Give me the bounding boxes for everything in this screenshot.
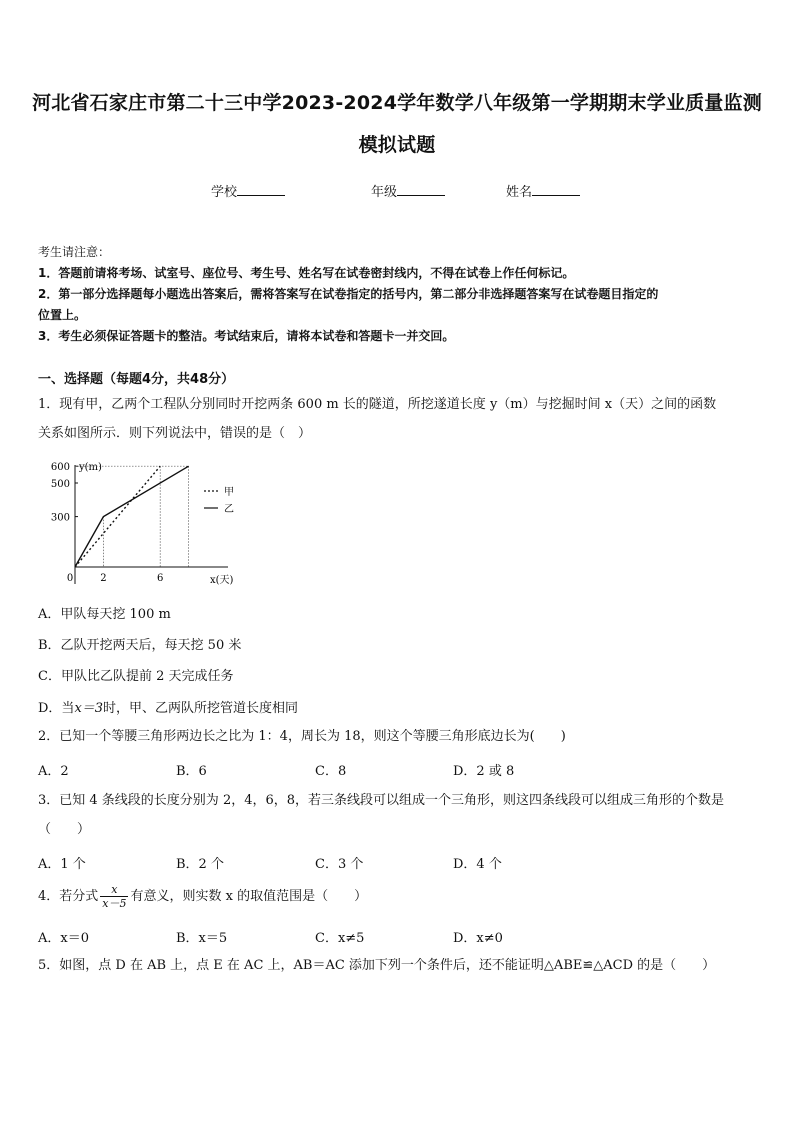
x-axis-label: x(天) — [210, 575, 234, 586]
q1-option-c: C．甲队比乙队提前 2 天完成任务 — [38, 669, 234, 684]
school-field — [211, 181, 285, 200]
question-2: 2．已知一个等腰三角形两边长之比为 1：4，周长为 18，则这个等腰三角形底边长为( ) — [38, 729, 566, 744]
notice-item: 位置上。 — [38, 308, 87, 322]
question-1 — [38, 390, 760, 448]
series-line-yi — [75, 466, 189, 567]
q2-option-d: D．2 或 8 — [453, 764, 515, 779]
grade-field — [371, 181, 445, 200]
q4-option-a: A．x＝0 — [38, 931, 89, 946]
y-axis-label: y(m) — [79, 462, 102, 473]
q3-option-b: B．2 个 — [176, 857, 224, 872]
q2-option-b: B．6 — [176, 764, 207, 779]
q1-option-d-var: x＝3 — [74, 701, 104, 716]
q1-option-a: A．甲队每天挖 100 m — [38, 607, 171, 622]
x-tick-label: 2 — [100, 573, 107, 584]
q1-option-b: B．乙队开挖两天后，每天挖 50 米 — [38, 638, 242, 653]
q1-option-d-pre: D．当 — [38, 701, 75, 716]
name-field — [506, 181, 580, 200]
series-line-jia — [75, 466, 160, 567]
x-tick-label: 0 — [66, 573, 74, 584]
legend-label: 乙 — [224, 504, 234, 515]
notice-item: 3．考生必须保证答题卡的整洁。考试结束后，请将本试卷和答题卡一并交回。 — [38, 329, 455, 343]
q3-option-a: A．1 个 — [38, 857, 86, 872]
notice-item: 1．答题前请将考场、试室号、座位号、考生号、姓名写在试卷密封线内，不得在试卷上作任何标记。 — [38, 266, 575, 280]
y-tick-label: 300 — [50, 512, 70, 524]
question-5: 5．如图，点 D 在 AB 上，点 E 在 AC 上，AB＝AC 添加下列一个条件后，还不能证明△ABE≌△ACD 的是（ ） — [38, 958, 716, 973]
exam-title-line2: 模拟试题 — [358, 134, 436, 156]
question-1-line2: 关系如图所示．则下列说法中，错误的是（ ） — [38, 426, 312, 441]
exam-title-line1: 河北省石家庄市第二十三中学2023-2024学年数学八年级第一学期期末学业质量监测 — [32, 92, 762, 114]
fraction-denominator: x－5 — [102, 897, 127, 910]
question-4-post: 有意义，则实数 x 的取值范围是（ ） — [130, 889, 368, 904]
notice-item: 2．第一部分选择题每小题选出答案后，需将答案写在试卷指定的括号内，第二部分非选择题答案写在试卷题目指定的 — [38, 287, 659, 301]
question-3 — [38, 786, 760, 844]
question-1-line1: 1．现有甲，乙两个工程队分别同时开挖两条 600 m 长的隧道，所挖遂道长度 y（m）与挖掘时间 x（天）之间的函数 — [38, 397, 717, 412]
q4-option-b: B．x＝5 — [176, 931, 228, 946]
y-tick-label: 600 — [50, 462, 70, 474]
grade-blank — [397, 183, 445, 196]
question-3-line2: （ ） — [38, 822, 91, 837]
q4-option-d: D．x≠0 — [453, 931, 503, 946]
q4-option-c: C．x≠5 — [315, 931, 365, 946]
q1-option-d — [38, 697, 298, 716]
question-4-pre: 4．若分式 — [38, 889, 99, 904]
school-blank — [237, 183, 285, 196]
notice-heading: 考生请注意： — [38, 245, 111, 259]
fraction — [100, 883, 128, 910]
q2-option-c: C．8 — [315, 764, 347, 779]
question-4 — [38, 882, 760, 912]
question-3-line1: 3．已知 4 条线段的长度分别为 2，4，6，8，若三条线段可以组成一个三角形，则这四条线段可以组成三角形的个数是 — [38, 793, 725, 808]
x-tick-label: 6 — [157, 573, 164, 584]
q3-option-c: C．3 个 — [315, 857, 364, 872]
legend-label: 甲 — [224, 487, 234, 498]
grade-label: 年级 — [371, 185, 398, 200]
section-heading: 一、选择题（每题4分，共48分） — [38, 372, 235, 387]
school-label: 学校 — [211, 185, 238, 200]
q3-option-d: D．4 个 — [453, 857, 502, 872]
name-blank — [532, 183, 580, 196]
q1-option-d-post: 时，甲、乙两队所挖管道长度相同 — [103, 701, 299, 716]
q1-line-chart — [38, 457, 243, 590]
name-label: 姓名 — [506, 185, 533, 200]
notice-block — [38, 242, 760, 347]
y-tick-label: 500 — [50, 479, 70, 490]
q2-option-a: A．2 — [38, 764, 69, 779]
fraction-numerator: x — [100, 883, 128, 897]
